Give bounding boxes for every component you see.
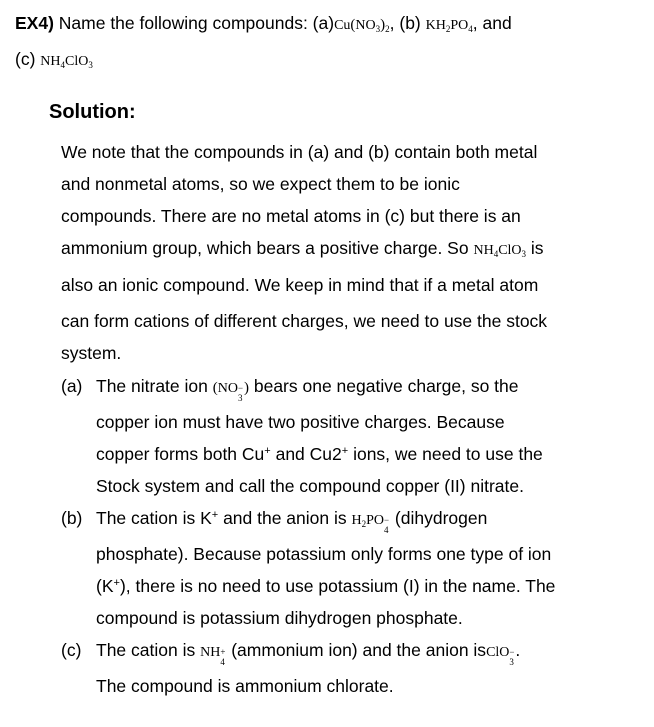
item-c-line-2: The compound is ammonium chlorate. xyxy=(96,676,394,696)
item-b-line-4: compound is potassium dihydrogen phosphate. xyxy=(96,608,463,628)
paragraph-line-6: can form cations of different charges, we need to use the stock xyxy=(61,311,548,331)
item-b-line-1: The cation is K+ and the anion is $H_2PO$ − 4 (dihydrogen xyxy=(96,508,488,535)
formula-chlorate-ion: ClO − 3 xyxy=(486,645,515,667)
paragraph-line-1: We note that the compounds in (a) and (b) contain both metal xyxy=(61,142,538,162)
item-a-line-4: Stock system and call the compound copper (II) nitrate. xyxy=(96,476,524,496)
formula-ammonium-chlorate-inline: $NH_4ClO_3$ xyxy=(473,243,527,259)
solution-heading: Solution: xyxy=(49,101,136,123)
item-c-line-1: The cation is NH + 4 (ammonium ion) and the anion isClO − 3 . xyxy=(96,640,521,667)
formula-copper-nitrate: $Cu(NO_3)_2$ xyxy=(334,17,390,34)
item-a-marker: (a) xyxy=(61,376,83,396)
paragraph-line-5: also an ionic compound. We keep in mind that if a metal atom xyxy=(61,275,539,295)
formula-nitrate-ion: (NO − 3 ) xyxy=(212,380,249,403)
question-c-label: (c) xyxy=(15,49,36,69)
item-b-line-3: (K+), there is no need to use potassium (I) in the name. The xyxy=(96,576,556,596)
item-a-line-2: copper ion must have two positive charges. Because xyxy=(96,412,505,432)
question-prompt: Name the following compounds: (a) xyxy=(58,13,335,33)
question-line-1 xyxy=(15,13,512,36)
item-b-marker: (b) xyxy=(61,508,83,528)
paragraph-line-2: and nonmetal atoms, so we expect them to be ionic xyxy=(61,174,460,194)
formula-ammonium-ion: NH + 4 xyxy=(200,645,226,667)
item-c-marker: (c) xyxy=(61,640,82,660)
formula-dihydrogen-phosphate-ion: $H_2PO$ − 4 xyxy=(351,513,390,535)
item-b-line-2: phosphate). Because potassium only forms one type of ion xyxy=(96,544,552,564)
question-label: EX4) xyxy=(15,13,54,33)
formula-ammonium-chlorate: $NH_4ClO_3$ xyxy=(40,54,93,70)
paragraph-line-4: ammonium group, which bears a positive charge. So $NH_4ClO_3$ is xyxy=(61,238,544,259)
question-line-2 xyxy=(15,49,93,72)
item-a-line-1: The nitrate ion (NO − 3 ) bears one negative charge, so the xyxy=(96,376,519,403)
item-a-line-3: copper forms both Cu+ and Cu2+ ions, we need to use the xyxy=(96,444,543,464)
paragraph-line-3: compounds. There are no metal atoms in (c) but there is an xyxy=(61,206,521,226)
question-sep-b: , (b) xyxy=(389,13,421,33)
formula-potassium-dihydrogen-phosphate: $KH_2PO_4$ xyxy=(425,18,473,34)
question-sep-c: , and xyxy=(472,13,512,33)
paragraph-line-7: system. xyxy=(61,343,122,363)
